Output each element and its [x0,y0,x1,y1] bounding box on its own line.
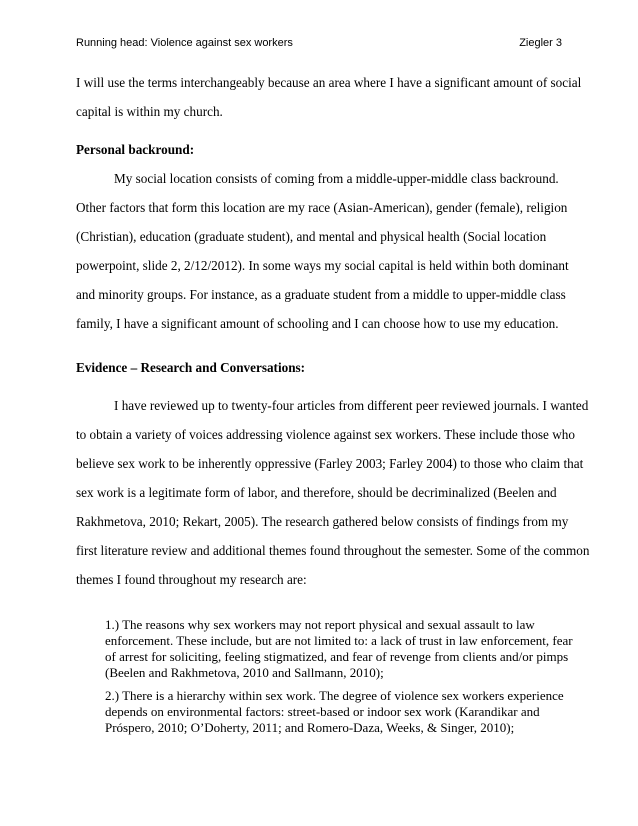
list-item-line: Próspero, 2010; O’Doherty, 2011; and Romero-Daza, Weeks, & Singer, 2010); [105,720,515,735]
list-item-line: of arrest for soliciting, feeling stigmatized, and fear of revenge from clients and/or pimps [105,649,569,664]
section-heading-evidence: Evidence – Research and Conversations: [76,360,306,375]
body-line: family, I have a significant amount of schooling and I can choose how to use my education. [76,316,559,331]
body-line: I have reviewed up to twenty-four articles from different peer reviewed journals. I wanted [114,398,589,413]
section-heading-personal-background: Personal backround: [76,142,195,157]
body-line: powerpoint, slide 2, 2/12/2012). In some ways my social capital is held within both dominant [76,258,569,273]
numbered-list [76,617,573,736]
list-item-line: depends on environmental factors: street-based or indoor sex work (Karandikar and [105,704,540,719]
list-item-line: enforcement. These include, but are not limited to: a lack of trust in law enforcement, fear [105,633,573,648]
list-item-line: 1.) The reasons why sex workers may not report physical and sexual assault to law [105,617,535,632]
body-line: sex work is a legitimate form of labor, and therefore, should be decriminalized (Beelen and [76,485,557,500]
body-line: themes I found throughout my research are: [76,572,307,587]
body-line: Other factors that form this location are my race (Asian-American), gender (female), religion [76,200,568,215]
body-line: (Christian), education (graduate student), and mental and physical health (Social location [76,229,547,244]
body-line: I will use the terms interchangeably because an area where I have a significant amount of social [76,75,582,90]
body-line: capital is within my church. [76,104,223,119]
document-body [76,73,590,743]
list-item [105,617,573,681]
body-line: My social location consists of coming from a middle-upper-middle class backround. [114,171,559,186]
page-number: Ziegler 3 [519,37,562,49]
list-item-line: 2.) There is a hierarchy within sex work. The degree of violence sex workers experience [105,688,564,703]
body-line: to obtain a variety of voices addressing violence against sex workers. These include those who [76,427,575,442]
body-line: and minority groups. For instance, as a graduate student from a middle to upper-middle class [76,287,566,302]
list-item [105,688,566,736]
body-line: first literature review and additional themes found throughout the semester. Some of the common [76,543,590,558]
body-line: Rakhmetova, 2010; Rekart, 2005). The research gathered below consists of findings from my [76,514,569,529]
body-line: believe sex work to be inherently oppressive (Farley 2003; Farley 2004) to those who claim that [76,456,584,471]
running-head: Running head: Violence against sex workers [76,37,293,49]
list-item-line: (Beelen and Rakhmetova, 2010 and Sallmann, 2010); [105,665,384,680]
